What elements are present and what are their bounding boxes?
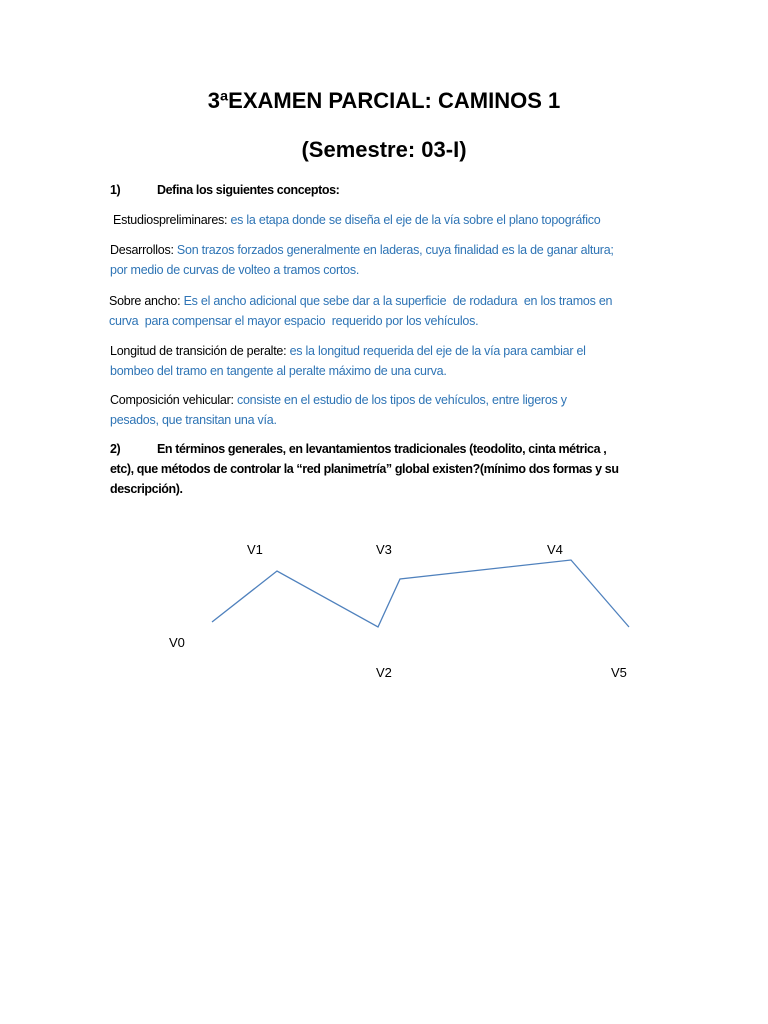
exam-title: 3ªEXAMEN PARCIAL: CAMINOS 1 (207, 88, 561, 113)
definition-text: Son trazos forzados generalmente en laderas, cuya finalidad es la de ganar altura; (176, 243, 614, 257)
question-1-line (110, 180, 339, 200)
question-1 (110, 180, 339, 200)
vertex-label-v4: V4 (547, 542, 563, 557)
definition-term: Longitud de transición de peralte: (110, 344, 287, 358)
definition-desarrollos (110, 240, 614, 280)
definition-term: Sobre ancho: (109, 294, 181, 308)
definition-line (110, 341, 586, 361)
question-2-number: 2) (110, 442, 121, 456)
vertex-label-v5: V5 (611, 665, 627, 680)
vertex-label-v2: V2 (376, 665, 392, 680)
question-2-text: En términos generales, en levantamientos tradicionales (teodolito, cinta métrica , (157, 442, 607, 456)
question-2 (110, 439, 619, 499)
exam-subtitle: (Semestre: 03-I) (301, 137, 467, 162)
definition-longitud-transicion-peralte (110, 341, 586, 381)
definition-term: Estudiospreliminares: (113, 213, 228, 227)
definition-line (110, 240, 614, 260)
vertex-label-v0: V0 (169, 635, 185, 650)
definition-estudios-preliminares (113, 210, 601, 230)
definition-term: Composición vehicular: (110, 393, 234, 407)
traverse-polyline (212, 560, 629, 627)
question-2-line (110, 439, 619, 459)
definition-text: pesados, que transitan una vía. (110, 413, 277, 427)
definition-text: Es el ancho adicional que sebe dar a la superficie de rodadura en los tramos en (183, 294, 613, 308)
definition-text: consiste en el estudio de los tipos de vehículos, entre ligeros y (236, 393, 567, 407)
definition-text: curva para compensar el mayor espacio requerido por los vehículos. (109, 314, 479, 328)
definition-line (110, 390, 567, 410)
definition-sobre-ancho (109, 291, 612, 331)
definition-text: bombeo del tramo en tangente al peralte máximo de una curva. (110, 364, 447, 378)
question-2-text: etc), que métodos de controlar la “red planimetría” global existen?(mínimo dos formas y su (110, 462, 619, 476)
definition-term: Desarrollos: (110, 243, 174, 257)
definition-text: es la etapa donde se diseña el eje de la vía sobre el plano topográfico (230, 213, 601, 227)
question-2-text: descripción). (110, 482, 183, 496)
definition-text: es la longitud requerida del eje de la vía para cambiar el (289, 344, 586, 358)
question-1-prompt: Defina los siguientes conceptos: (157, 183, 340, 197)
vertex-label-v1: V1 (247, 542, 263, 557)
vertex-label-v3: V3 (376, 542, 392, 557)
definition-composicion-vehicular (110, 390, 567, 430)
definition-line (109, 291, 612, 311)
definition-line (113, 210, 601, 230)
question-1-number: 1) (110, 183, 121, 197)
definition-text: por medio de curvas de volteo a tramos cortos. (110, 263, 360, 277)
